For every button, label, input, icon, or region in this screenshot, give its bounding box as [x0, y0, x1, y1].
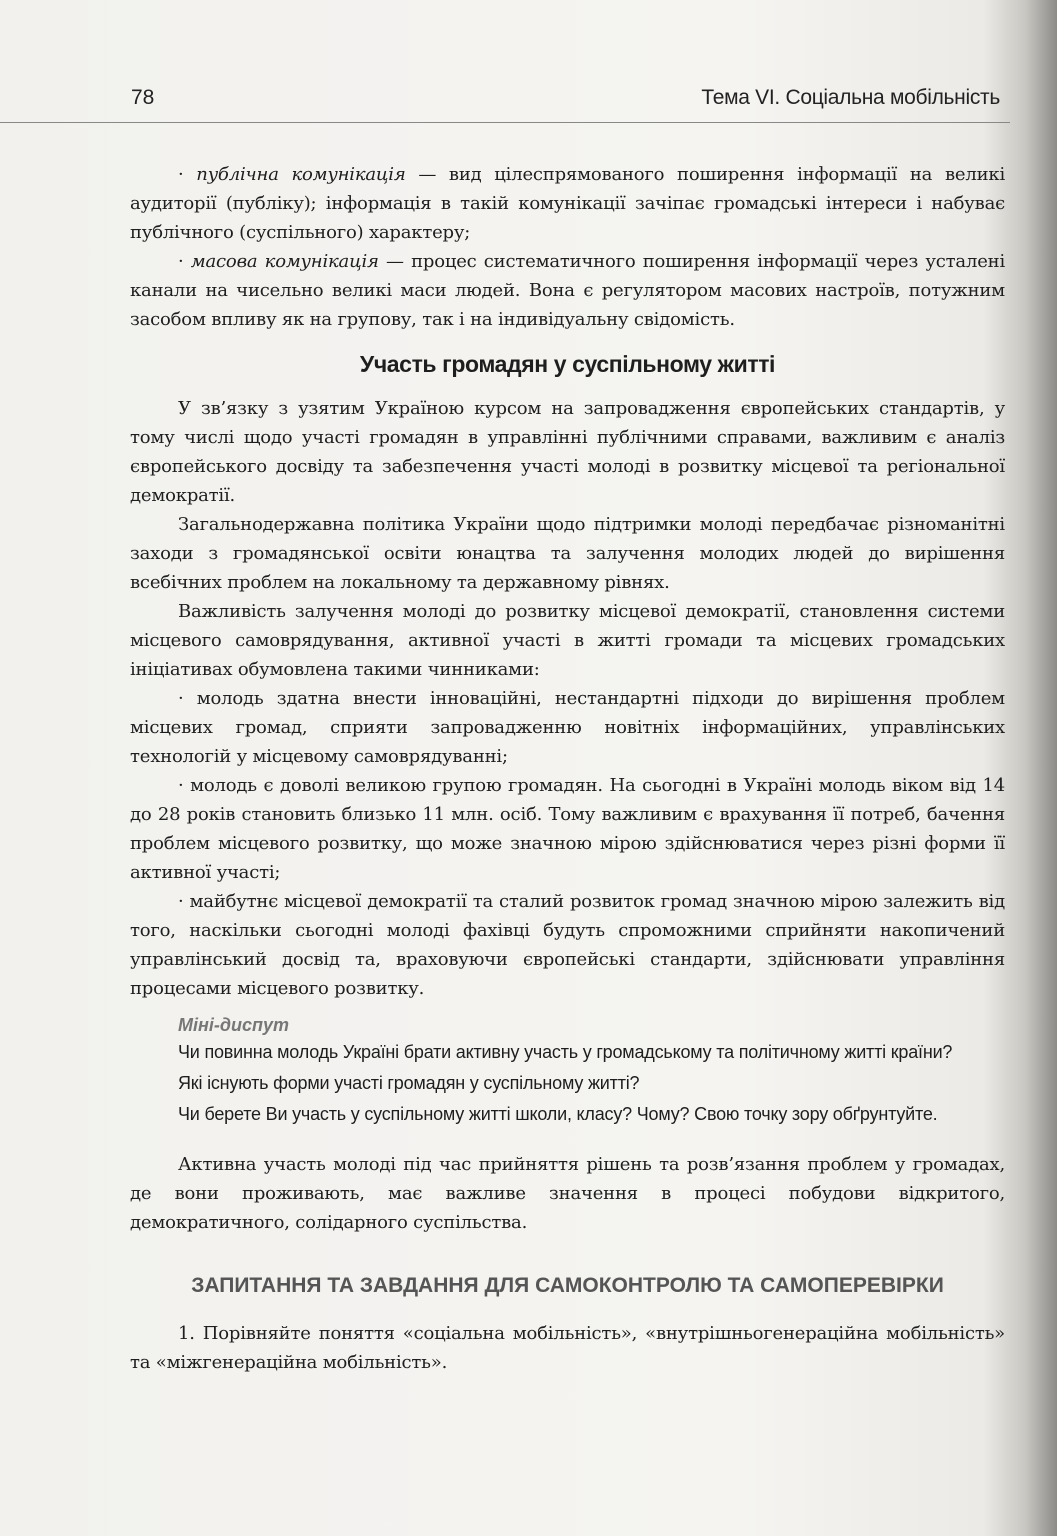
paragraph: Загальнодержавна політика України щодо підтримки молоді передбачає різноманітні заходи з громадянської освіти юнацтва та залучення молодих людей до вирішення всебічних проблем на локальному та державному рівнях. [130, 514, 1005, 593]
questions-heading: ЗАПИТАННЯ ТА ЗАВДАННЯ ДЛЯ САМОКОНТРОЛЮ ТА САМОПЕРЕВІРКИ [191, 1274, 944, 1297]
factor-item: · молодь здатна внести інноваційні, нестандартні підходи до вирішення проблем місцевих громад, сприяти запровадженню новітніх інформаційних, управлінських технологій у місцевому самоврядуванні; [130, 688, 1005, 767]
debate-question: Які існують форми участі громадян у суспільному житті? [178, 1073, 640, 1093]
debate-question: Чи берете Ви участь у суспільному житті школи, класу? Чому? Свою точку зору обґрунтуйте. [178, 1104, 938, 1124]
mini-debate-box [130, 1011, 1005, 1128]
paragraph: У зв’язку з узятим Україною курсом на запровадження європейських стандартів, у тому числі щодо участі громадян в управлінні публічними справами, важливим є аналіз європейського досвіду та забезпечення участі молоді в розвитку місцевої та регіональної демократії. [130, 398, 1005, 506]
running-title: Тема VI. Соціальна мобільність [701, 86, 1000, 109]
definition-public-communication: — вид цілеспрямованого поширення інформації на великі аудиторії (публіку); інформація в такій комунікації зачіпає громадські інтереси і набуває публічного (суспільного) характеру; [130, 164, 1006, 243]
page-number: 78 [131, 86, 155, 109]
mini-debate-title: Міні-диспут [178, 1015, 290, 1035]
paragraph: Важливість залучення молоді до розвитку місцевої демократії, становлення системи місцевого самоврядування, активної участі в житті громади та місцевих громадських ініціативах обумовлена такими чинниками: [130, 601, 1005, 680]
question-item: 1. Порівняйте поняття «соціальна мобільність», «внутрішньогенераційна мобільність» та «міжгенераційна мобільність». [130, 1323, 1005, 1373]
definition-mass-communication: — процес систематичного поширення інформації через усталені канали на чисельно великі маси людей. Вона є регулятором масових настроїв, потужним засобом впливу як на групову, так і на індивідуальну свідомість. [130, 251, 1005, 330]
factor-item: · майбутнє місцевої демократії та сталий розвиток громад значною мірою залежить від того, наскільки сьогодні молоді фахівці будуть спроможними сприйняти накопичений управлінський досвід та, враховуючи європейські стандарти, здійснювати управління процесами місцевого розвитку. [130, 891, 1005, 999]
term-mass-communication: масова комунікація [190, 251, 379, 272]
bullet-public-communication: · публічна комунікація — вид цілеспрямованого поширення інформації на великі аудиторії (публіку); інформація в такій комунікації зачіпає громадські інтереси і набуває публічного (суспільного) характеру; [130, 164, 1006, 243]
section-title: Участь громадян у суспільному житті [359, 351, 776, 377]
debate-question: Чи повинна молодь Україні брати активну участь у громадському та політичному житті країни? [178, 1042, 953, 1062]
term-public-communication: публічна комунікація [196, 164, 406, 185]
page-header [0, 78, 1010, 123]
conclusion-paragraph: Активна участь молоді під час прийняття рішень та розв’язання проблем у громадах, де вони проживають, має важливе значення в процесі побудови відкритого, демократичного, солідарного суспільства. [130, 1154, 1005, 1233]
bullet-mass-communication: · масова комунікація — процес систематичного поширення інформації через усталені канали на чисельно великі маси людей. Вона є регулятором масових настроїв, потужним засобом впливу як на групову, так і на індивідуальну свідомість. [130, 251, 1005, 330]
page-body [130, 160, 1005, 1377]
factor-item: · молодь є доволі великою групою громадян. На сьогодні в Україні молодь віком від 14 до 28 років становить близько 11 млн. осіб. Тому важливим є врахування її потреб, бачення проблем місцевого розвитку, що може значною мірою здійснюватися через різні форми її активної участі; [130, 775, 1005, 883]
